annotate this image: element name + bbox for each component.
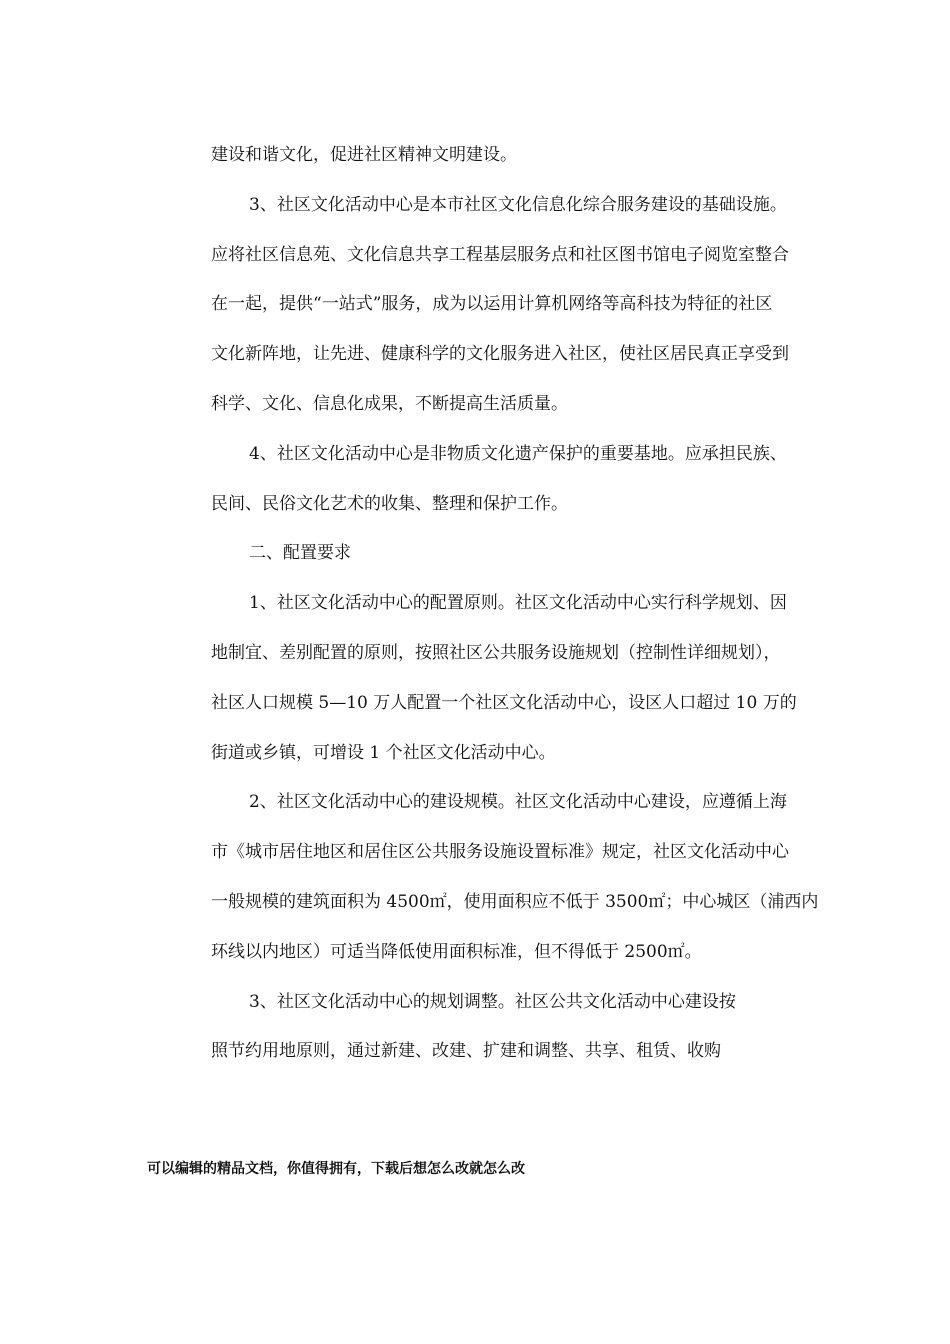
text-line: 科学、文化、信息化成果，不断提高生活质量。 <box>211 393 568 414</box>
text-line: 应将社区信息苑、文化信息共享工程基层服务点和社区图书馆电子阅览室整合 <box>211 244 789 265</box>
text-line: 3、社区文化活动中心的规划调整。社区公共文化活动中心建设按 <box>249 991 736 1012</box>
text-line: 一般规模的建筑面积为 4500㎡，使用面积应不低于 3500㎡；中心城区（浦西内 <box>211 891 819 912</box>
text-line: 社区人口规模 5—10 万人配置一个社区文化活动中心，设区人口超过 10 万的 <box>211 692 797 713</box>
text-line: 环线以内地区）可适当降低使用面积标准，但不得低于 2500㎡。 <box>211 941 702 962</box>
text-line: 2、社区文化活动中心的建设规模。社区文化活动中心建设，应遵循上海 <box>249 792 787 813</box>
footer-note: 可以编辑的精品文档，你值得拥有，下载后想怎么改就怎么改 <box>147 1161 525 1177</box>
text-line: 在一起，提供“一站式”服务，成为以运用计算机网络等高科技为特征的社区 <box>211 294 773 315</box>
text-line: 地制宜、差别配置的原则，按照社区公共服务设施规划（控制性详细规划）， <box>211 642 781 663</box>
text-line: 二、配置要求 <box>249 543 351 564</box>
text-line: 照节约用地原则，通过新建、改建、扩建和调整、共享、租赁、收购 <box>211 1041 721 1062</box>
document-body <box>211 131 861 1077</box>
text-line: 建设和谐文化，促进社区精神文明建设。 <box>211 145 517 165</box>
text-line: 街道或乡镇，可增设 1 个社区文化活动中心。 <box>211 742 556 763</box>
text-line: 3、社区文化活动中心是本市社区文化信息化综合服务建设的基础设施。 <box>249 194 787 215</box>
text-line: 文化新阵地，让先进、健康科学的文化服务进入社区，使社区居民真正享受到 <box>211 344 789 365</box>
text-line: 民间、民俗文化艺术的收集、整理和保护工作。 <box>211 493 568 514</box>
text-line: 4、社区文化活动中心是非物质文化遗产保护的重要基地。应承担民族、 <box>249 443 787 464</box>
text-line: 1、社区文化活动中心的配置原则。社区文化活动中心实行科学规划、因 <box>249 593 787 614</box>
text-line: 市《城市居住地区和居住区公共服务设施设置标准》规定，社区文化活动中心 <box>211 842 789 863</box>
